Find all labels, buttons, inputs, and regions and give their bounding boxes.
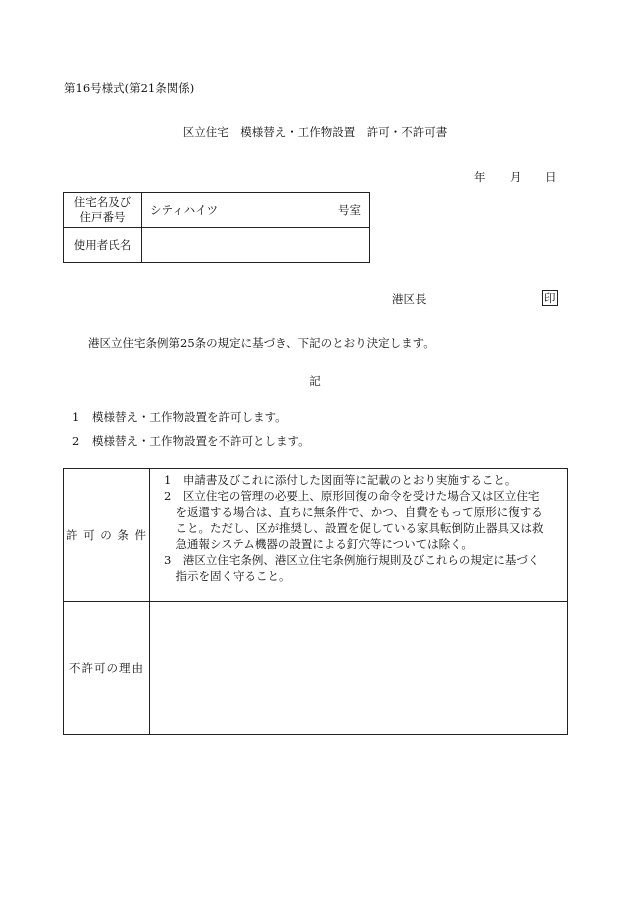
ki-heading: 記 [309,374,321,388]
option-number: 1 [72,410,80,424]
decision-text: 港区立住宅条例第25条の規定に基づき、下記のとおり決定します。 [88,336,435,350]
reject-reason-label: 不許可の理由 [64,602,150,735]
condition-line: 3 港区立住宅条例、港区立住宅条例施行規則及びこれらの規定に基づく [164,553,540,567]
document-title: 区立住宅 模様替え・工作物設置 許可・不許可書 [182,125,448,139]
authority-name: 港区長 [392,292,427,306]
form-number: 第16号様式(第21条関係) [64,81,195,95]
option-number: 2 [72,434,80,448]
option-text: 模様替え・工作物設置を不許可とします。 [92,434,310,448]
room-suffix: 号室 [338,203,361,217]
residence-row [64,193,370,228]
residence-label-cell [64,193,142,228]
permit-conditions-label: 許 可 の 条 件 [64,469,150,602]
seal-mark: 印 [544,291,556,305]
reject-reason-field[interactable] [150,602,568,735]
condition-line: 急通報システム機器の設置による釘穴等については除く。 [164,537,473,551]
date-year-label: 年 [474,170,486,184]
user-name-row [64,228,370,263]
user-name-field[interactable] [142,228,370,263]
residence-label-line1: 住宅名及び [73,195,132,209]
condition-line: 2 区立住宅の管理の必要上、原形回復の命令を受けた場合又は区立住宅 [164,489,540,503]
residence-label-line2: 住戸番号 [79,210,126,224]
building-name: シティハイツ [150,203,219,217]
condition-line: こと。ただし、区が推奨し、設置を促している家具転倒防止器具又は救 [164,521,544,535]
residence-table [63,192,370,263]
date-day-label: 日 [545,170,557,184]
conditions-table [63,468,568,735]
condition-line: を返還する場合は、直ちに無条件で、かつ、自費をもって原形に復する [164,505,543,519]
option-text: 模様替え・工作物設置を許可します。 [92,410,287,424]
reject-reason-row [64,602,568,735]
condition-item-1 [164,472,555,488]
condition-item-3 [164,552,555,584]
permit-conditions-content [150,469,568,602]
permit-conditions-row [64,469,568,602]
date-month-label: 月 [510,170,522,184]
condition-line: 指示を固く守ること。 [164,569,291,583]
residence-value-cell[interactable] [142,193,370,228]
condition-line: 1 申請書及びこれに添付した図面等に記載のとおり実施すること。 [164,473,517,487]
option-permit [72,409,287,425]
user-name-label: 使用者氏名 [64,228,142,263]
condition-item-2 [164,488,555,552]
option-reject [72,433,310,449]
